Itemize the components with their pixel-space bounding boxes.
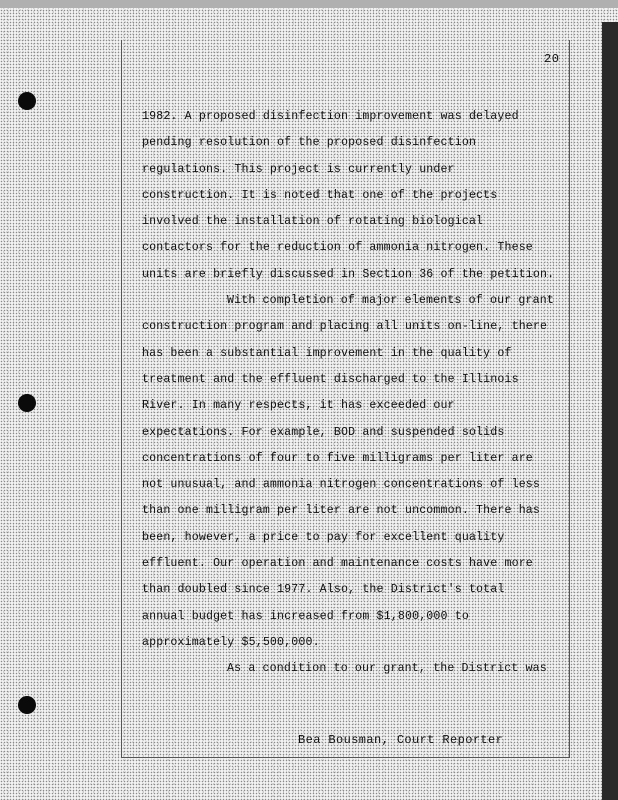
transcript-line: annual budget has increased from $1,800,000 to <box>142 609 469 623</box>
transcript-line: than one milligram per liter are not uncommon. There has <box>142 504 541 518</box>
transcript-line: contactors for the reduction of ammonia nitrogen. These <box>142 241 533 255</box>
transcript-line: River. In many respects, it has exceeded our <box>142 399 455 413</box>
transcript-line: concentrations of four to five milligrams per liter are <box>142 451 533 465</box>
transcript-line: has been a substantial improvement in the quality of <box>142 346 512 360</box>
transcript-line: pending resolution of the proposed disinfection <box>142 136 477 150</box>
transcript-line: been, however, a price to pay for excellent quality <box>142 530 505 544</box>
transcript-line: involved the installation of rotating biological <box>142 215 484 229</box>
scan-edge-shadow <box>602 22 618 800</box>
transcript-line: As a condition to our grant, the District was <box>227 662 547 676</box>
transcript-line: regulations. This project is currently under <box>142 162 455 176</box>
left-margin-rule <box>121 40 122 758</box>
transcript-line: approximately $5,500,000. <box>142 635 320 649</box>
scan-top-shadow <box>0 0 618 8</box>
page-number: 20 <box>544 52 560 66</box>
transcript-line: treatment and the effluent discharged to the Illinois <box>142 372 519 386</box>
binder-hole-icon <box>18 696 36 714</box>
transcript-line: units are briefly discussed in Section 36 of the petition. <box>142 267 555 281</box>
bottom-margin-rule <box>121 757 570 758</box>
transcript-line: construction. It is noted that one of the projects <box>142 188 498 202</box>
binder-hole-icon <box>18 394 36 412</box>
transcript-line: 1982. A proposed disinfection improvement was delayed <box>142 110 519 123</box>
transcript-line: expectations. For example, BOD and suspended solids <box>142 425 505 439</box>
transcript-line: construction program and placing all units on-line, there <box>142 320 548 334</box>
transcript-line: not unusual, and ammonia nitrogen concentrations of less <box>142 478 541 492</box>
transcript-line: than doubled since 1977. Also, the District's total <box>142 583 505 597</box>
court-reporter-footer: Bea Bousman, Court Reporter <box>298 733 504 747</box>
transcript-body <box>142 104 574 683</box>
transcript-line: effluent. Our operation and maintenance costs have more <box>142 557 533 571</box>
binder-hole-icon <box>18 92 36 110</box>
transcript-line: With completion of major elements of our grant <box>227 294 554 308</box>
